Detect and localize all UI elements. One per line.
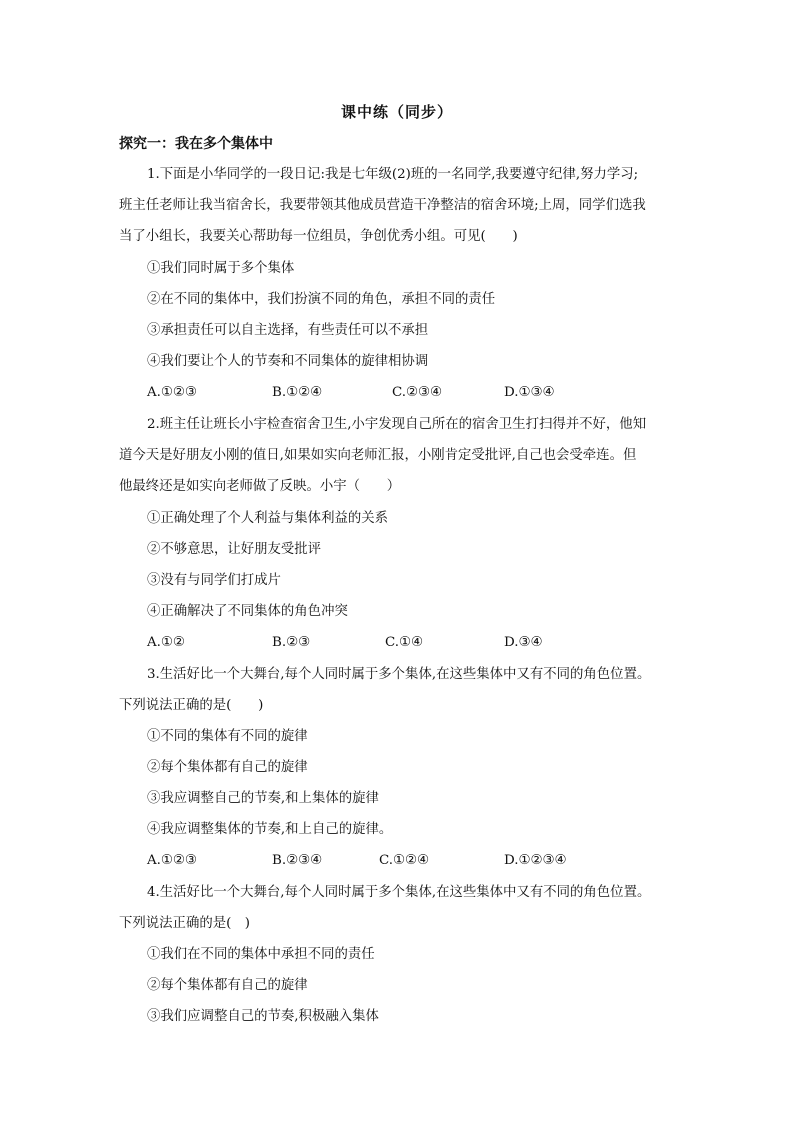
choice-a: A.①②③ <box>147 853 197 868</box>
question-4-option-1: ①我们在不同的集体中承担不同的责任 <box>147 947 375 962</box>
choice-b: B.②③ <box>272 635 311 650</box>
question-1-line-1: 1.下面是小华同学的一段日记:我是七年级(2)班的一名同学,我要遵守纪律,努力学习; <box>147 167 639 182</box>
question-1-option-2: ②在不同的集体中，我们扮演不同的角色，承担不同的责任 <box>147 292 496 307</box>
question-3-line-1: 3.生活好比一个大舞台,每个人同时属于多个集体,在这些集体中又有不同的角色位置。 <box>147 667 651 682</box>
section-heading: 探究一：我在多个集体中 <box>119 136 273 152</box>
question-4-option-2: ②每个集体都有自己的旋律 <box>147 978 308 993</box>
question-1-option-3: ③承担责任可以自主选择，有些责任可以不承担 <box>147 323 429 338</box>
choice-a: A.①② <box>147 635 185 650</box>
question-2-choices <box>147 634 607 652</box>
question-4-option-3: ③我们应调整自己的节奏,积极融入集体 <box>147 1009 379 1024</box>
question-1-option-1: ①我们同时属于多个集体 <box>147 261 295 276</box>
question-4-line-1: 4.生活好比一个大舞台,每个人同时属于多个集体,在这些集体中又有不同的角色位置。 <box>147 885 651 900</box>
choice-b: B.①②④ <box>272 385 323 400</box>
question-3-option-1: ①不同的集体有不同的旋律 <box>147 729 308 744</box>
question-3-option-2: ②每个集体都有自己的旋律 <box>147 760 308 775</box>
question-3-choices <box>147 852 607 870</box>
question-1-choices <box>147 384 607 402</box>
question-3-option-3: ③我应调整自己的节奏,和上集体的旋律 <box>147 791 379 806</box>
choice-c: C.①②④ <box>379 853 430 868</box>
question-4-line-2: 下列说法正确的是( ) <box>119 916 250 931</box>
question-1-line-3: 当了小组长，我要关心帮助每一位组员，争创优秀小组。可见( ) <box>119 229 518 244</box>
question-2-line-3: 他最终还是如实向老师做了反映。小宇（ ） <box>119 479 401 494</box>
choice-d: D.③④ <box>504 635 543 650</box>
question-2-option-4: ④正确解决了不同集体的角色冲突 <box>147 604 348 619</box>
question-2-option-3: ③没有与同学们打成片 <box>147 573 281 588</box>
question-2-line-1: 2.班主任让班长小宇检查宿舍卫生,小宇发现自己所在的宿舍卫生打扫得并不好，他知 <box>147 417 647 432</box>
question-2-line-2: 道今天是好朋友小刚的值日,如果如实向老师汇报，小刚肯定受批评,自己也会受牵连。但 <box>119 448 637 463</box>
question-1-line-2: 班主任老师让我当宿舍长，我要带领其他成员营造干净整洁的宿舍环境;上周，同学们选我 <box>119 198 646 213</box>
choice-d: D.①②③④ <box>504 853 567 868</box>
choice-a: A.①②③ <box>147 385 197 400</box>
question-3-option-4: ④我应调整集体的节奏,和上自己的旋律。 <box>147 822 393 837</box>
question-2-option-1: ①正确处理了个人利益与集体利益的关系 <box>147 511 389 526</box>
choice-c: C.①④ <box>385 635 424 650</box>
question-3-line-2: 下列说法正确的是( ) <box>119 698 264 713</box>
choice-b: B.②③④ <box>272 853 323 868</box>
choice-d: D.①③④ <box>504 385 555 400</box>
choice-c: C.②③④ <box>392 385 443 400</box>
question-2-option-2: ②不够意思，让好朋友受批评 <box>147 542 322 557</box>
question-1-option-4: ④我们要让个人的节奏和不同集体的旋律相协调 <box>147 354 429 369</box>
page-title: 课中练（同步） <box>340 103 453 121</box>
